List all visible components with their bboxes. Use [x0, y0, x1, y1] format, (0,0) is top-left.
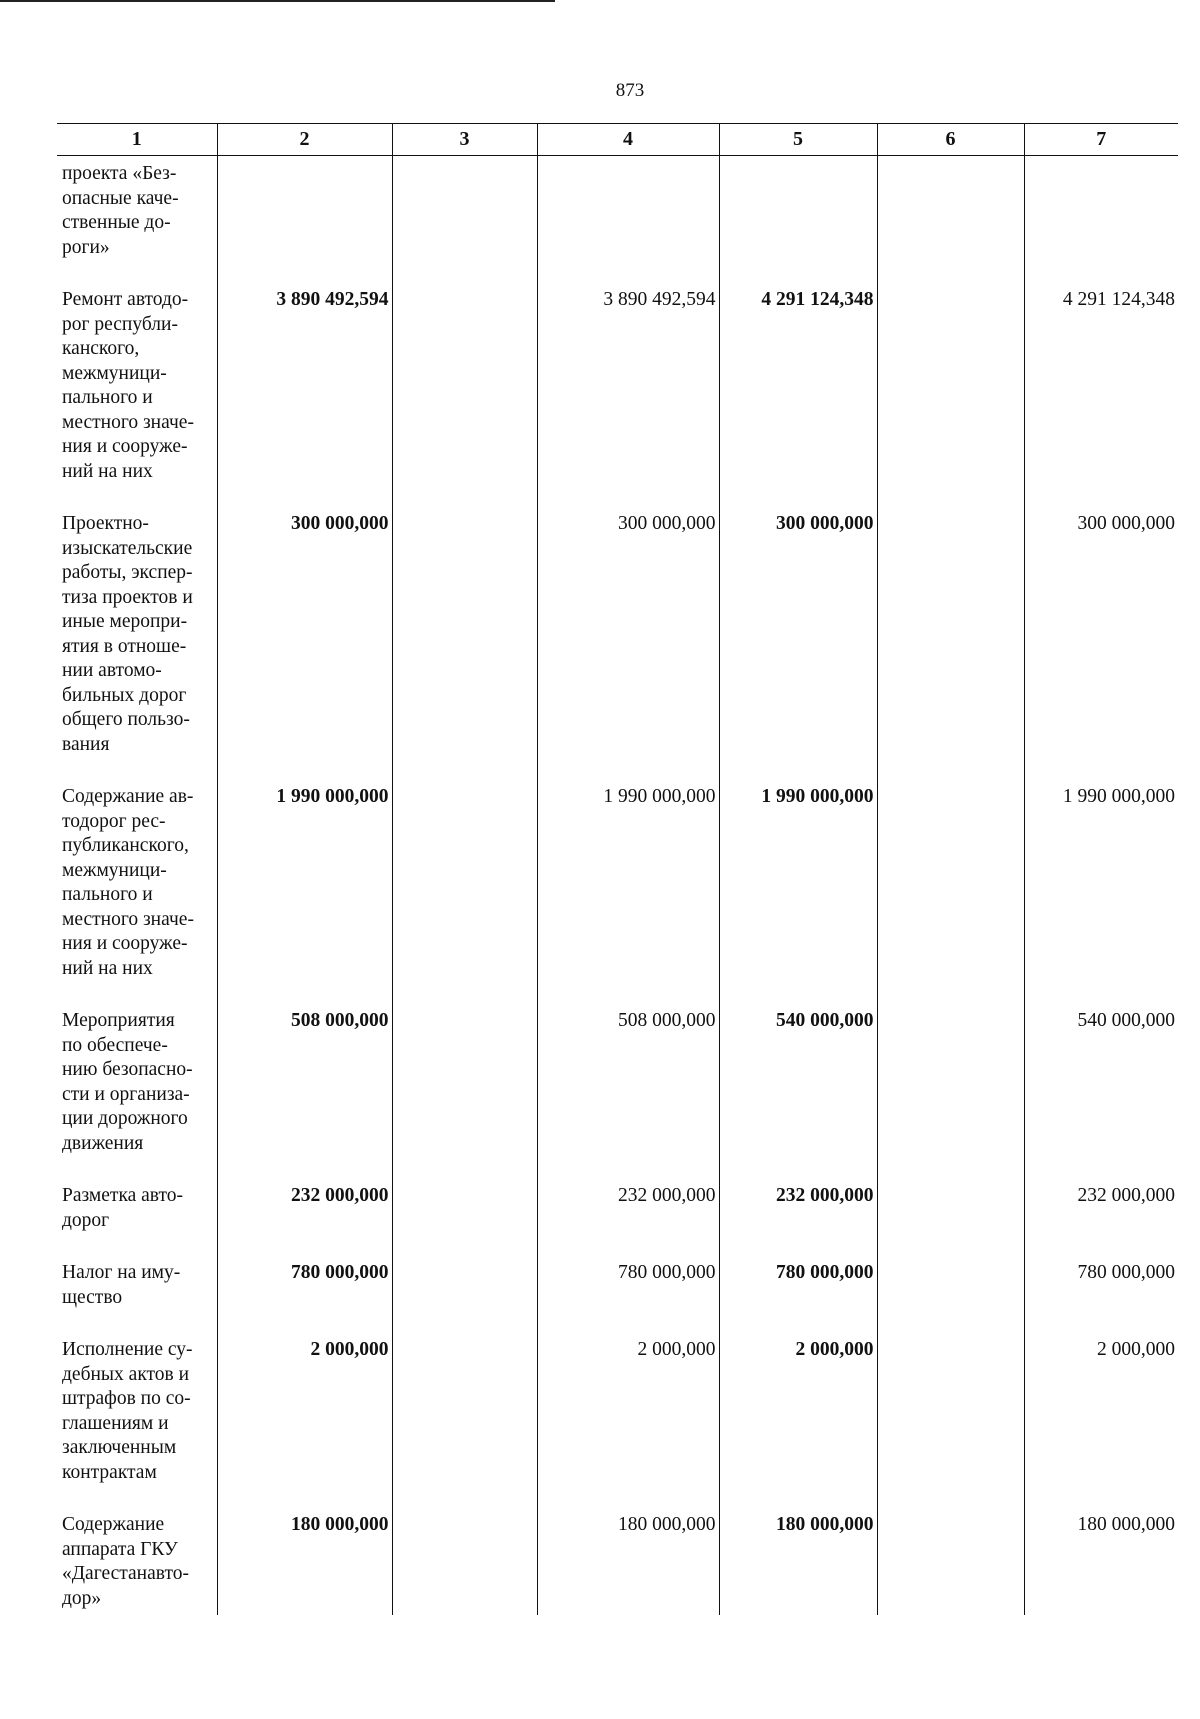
- row-name-line: дебных актов и: [62, 1363, 190, 1385]
- row-name-line: штрафов по со-: [62, 1388, 191, 1409]
- page-number: 873: [615, 80, 645, 101]
- row-name-line: вания: [62, 733, 110, 755]
- row-name-line: Содержание: [62, 1514, 165, 1535]
- row-name-line: нии автомо-: [62, 660, 162, 681]
- value-cell-col-4: 508 000,000: [537, 1009, 719, 1184]
- column-header-3: 3: [392, 124, 537, 156]
- value-cell-col-6: [877, 512, 1024, 785]
- row-name-line: пального и: [62, 387, 153, 408]
- value-cell-col-7: 540 000,000: [1024, 1009, 1178, 1184]
- value-cell-col-6: [877, 1338, 1024, 1513]
- value-cell-col-6: [877, 288, 1024, 512]
- value-cell-col-3: [392, 1009, 537, 1184]
- value-cell-col-2: 1 990 000,000: [217, 785, 392, 1009]
- row-name-line: заключенным: [62, 1437, 177, 1458]
- row-name-line: «Дагестанавто-: [62, 1563, 189, 1584]
- value-cell-col-7: 4 291 124,348: [1024, 288, 1178, 512]
- header-row: [57, 124, 1178, 156]
- row-name-cell: [57, 1338, 217, 1513]
- row-name-line: общего пользо-: [62, 709, 190, 730]
- value-cell-col-2: 232 000,000: [217, 1184, 392, 1261]
- row-name-cell: [57, 1009, 217, 1184]
- value-cell-col-3: [392, 1184, 537, 1261]
- row-name-cell: [57, 1513, 217, 1615]
- row-name-line: ний на них: [62, 460, 153, 482]
- value-cell-col-2: 3 890 492,594: [217, 288, 392, 512]
- row-name-line: ний на них: [62, 957, 153, 979]
- row-name-line: контрактам: [62, 1461, 157, 1483]
- value-cell-col-2: 508 000,000: [217, 1009, 392, 1184]
- value-cell-col-5: 540 000,000: [719, 1009, 877, 1184]
- value-cell-col-6: [877, 1261, 1024, 1338]
- row-name-line: канского,: [62, 338, 140, 359]
- row-name-line: Ремонт автодо-: [62, 289, 189, 310]
- row-name-line: местного значе-: [62, 411, 194, 433]
- value-cell-col-5: 1 990 000,000: [719, 785, 877, 1009]
- table-row: [57, 1261, 1178, 1338]
- column-header-2: 2: [217, 124, 392, 156]
- value-cell-col-6: [877, 1513, 1024, 1615]
- row-name-line: ственные до-: [62, 212, 171, 233]
- value-cell-col-2: [217, 156, 392, 289]
- row-name-line: публиканского,: [62, 835, 189, 856]
- row-name-line: ния и сооруже-: [62, 436, 188, 457]
- value-cell-col-2: 2 000,000: [217, 1338, 392, 1513]
- row-name-line: рог республи-: [62, 313, 178, 335]
- value-cell-col-5: 180 000,000: [719, 1513, 877, 1615]
- value-cell-col-5: 780 000,000: [719, 1261, 877, 1338]
- table-row: [57, 1338, 1178, 1513]
- value-cell-col-5: 300 000,000: [719, 512, 877, 785]
- row-name-line: щество: [62, 1286, 123, 1308]
- value-cell-col-7: [1024, 156, 1178, 289]
- column-header-6: 6: [877, 124, 1024, 156]
- column-header-5: 5: [719, 124, 877, 156]
- value-cell-col-2: 780 000,000: [217, 1261, 392, 1338]
- table-body: [57, 156, 1178, 1616]
- row-name-cell: [57, 1261, 217, 1338]
- value-cell-col-3: [392, 156, 537, 289]
- value-cell-col-6: [877, 1184, 1024, 1261]
- row-name-line: ятия в отноше-: [62, 635, 187, 657]
- row-name-cell: [57, 1184, 217, 1261]
- budget-table: [57, 123, 1178, 1615]
- value-cell-col-7: 780 000,000: [1024, 1261, 1178, 1338]
- table-row: [57, 1184, 1178, 1261]
- table-row: [57, 156, 1178, 289]
- table-row: [57, 288, 1178, 512]
- row-name-line: Мероприятия: [62, 1010, 175, 1031]
- value-cell-col-4: 1 990 000,000: [537, 785, 719, 1009]
- value-cell-col-4: 2 000,000: [537, 1338, 719, 1513]
- table-row: [57, 785, 1178, 1009]
- value-cell-col-5: 2 000,000: [719, 1338, 877, 1513]
- row-name-line: ции дорожного: [62, 1108, 188, 1129]
- row-name-line: межмуници-: [62, 859, 167, 881]
- value-cell-col-7: 180 000,000: [1024, 1513, 1178, 1615]
- table-row: [57, 1513, 1178, 1615]
- value-cell-col-7: 300 000,000: [1024, 512, 1178, 785]
- scan-edge-line: [0, 0, 555, 2]
- row-name-line: Проектно-: [62, 513, 149, 534]
- row-name-line: сти и организа-: [62, 1083, 190, 1105]
- row-name-line: Исполнение су-: [62, 1339, 193, 1360]
- column-header-7: 7: [1024, 124, 1178, 156]
- row-name-line: глашениям и: [62, 1412, 169, 1434]
- table-row: [57, 1009, 1178, 1184]
- row-name-line: работы, экспер-: [62, 562, 193, 583]
- row-name-line: тиза проектов и: [62, 586, 193, 608]
- row-name-line: местного значе-: [62, 908, 194, 930]
- value-cell-col-7: 232 000,000: [1024, 1184, 1178, 1261]
- value-cell-col-7: 1 990 000,000: [1024, 785, 1178, 1009]
- row-name-line: дорог: [62, 1209, 110, 1231]
- row-name-line: опасные каче-: [62, 187, 179, 209]
- row-name-line: аппарата ГКУ: [62, 1538, 178, 1560]
- row-name-line: по обеспече-: [62, 1034, 168, 1056]
- row-name-line: Разметка авто-: [62, 1185, 184, 1206]
- value-cell-col-6: [877, 785, 1024, 1009]
- value-cell-col-6: [877, 156, 1024, 289]
- row-name-line: проекта «Без-: [62, 163, 177, 184]
- row-name-cell: [57, 785, 217, 1009]
- row-name-cell: [57, 512, 217, 785]
- row-name-line: дор»: [62, 1587, 102, 1609]
- row-name-line: нию безопасно-: [62, 1059, 193, 1080]
- row-name-line: иные меропри-: [62, 611, 188, 632]
- row-name-cell: [57, 156, 217, 289]
- value-cell-col-4: 180 000,000: [537, 1513, 719, 1615]
- value-cell-col-5: [719, 156, 877, 289]
- value-cell-col-4: [537, 156, 719, 289]
- row-name-line: ния и сооруже-: [62, 933, 188, 954]
- value-cell-col-3: [392, 1261, 537, 1338]
- row-name-line: Налог на иму-: [62, 1262, 181, 1283]
- value-cell-col-3: [392, 288, 537, 512]
- value-cell-col-7: 2 000,000: [1024, 1338, 1178, 1513]
- value-cell-col-3: [392, 785, 537, 1009]
- row-name-line: бильных дорог: [62, 684, 187, 706]
- row-name-line: роги»: [62, 236, 110, 258]
- row-name-line: тодорог рес-: [62, 810, 166, 832]
- row-name-line: межмуници-: [62, 362, 167, 384]
- column-header-4: 4: [537, 124, 719, 156]
- table-row: [57, 512, 1178, 785]
- value-cell-col-4: 3 890 492,594: [537, 288, 719, 512]
- value-cell-col-3: [392, 1338, 537, 1513]
- value-cell-col-3: [392, 512, 537, 785]
- row-name-line: движения: [62, 1132, 144, 1154]
- row-name-cell: [57, 288, 217, 512]
- column-header-1: 1: [57, 124, 217, 156]
- value-cell-col-2: 180 000,000: [217, 1513, 392, 1615]
- row-name-line: пального и: [62, 884, 153, 905]
- row-name-line: Содержание ав-: [62, 786, 194, 807]
- value-cell-col-5: 4 291 124,348: [719, 288, 877, 512]
- value-cell-col-5: 232 000,000: [719, 1184, 877, 1261]
- value-cell-col-3: [392, 1513, 537, 1615]
- value-cell-col-6: [877, 1009, 1024, 1184]
- value-cell-col-4: 780 000,000: [537, 1261, 719, 1338]
- row-name-line: изыскательские: [62, 537, 193, 559]
- value-cell-col-2: 300 000,000: [217, 512, 392, 785]
- value-cell-col-4: 300 000,000: [537, 512, 719, 785]
- value-cell-col-4: 232 000,000: [537, 1184, 719, 1261]
